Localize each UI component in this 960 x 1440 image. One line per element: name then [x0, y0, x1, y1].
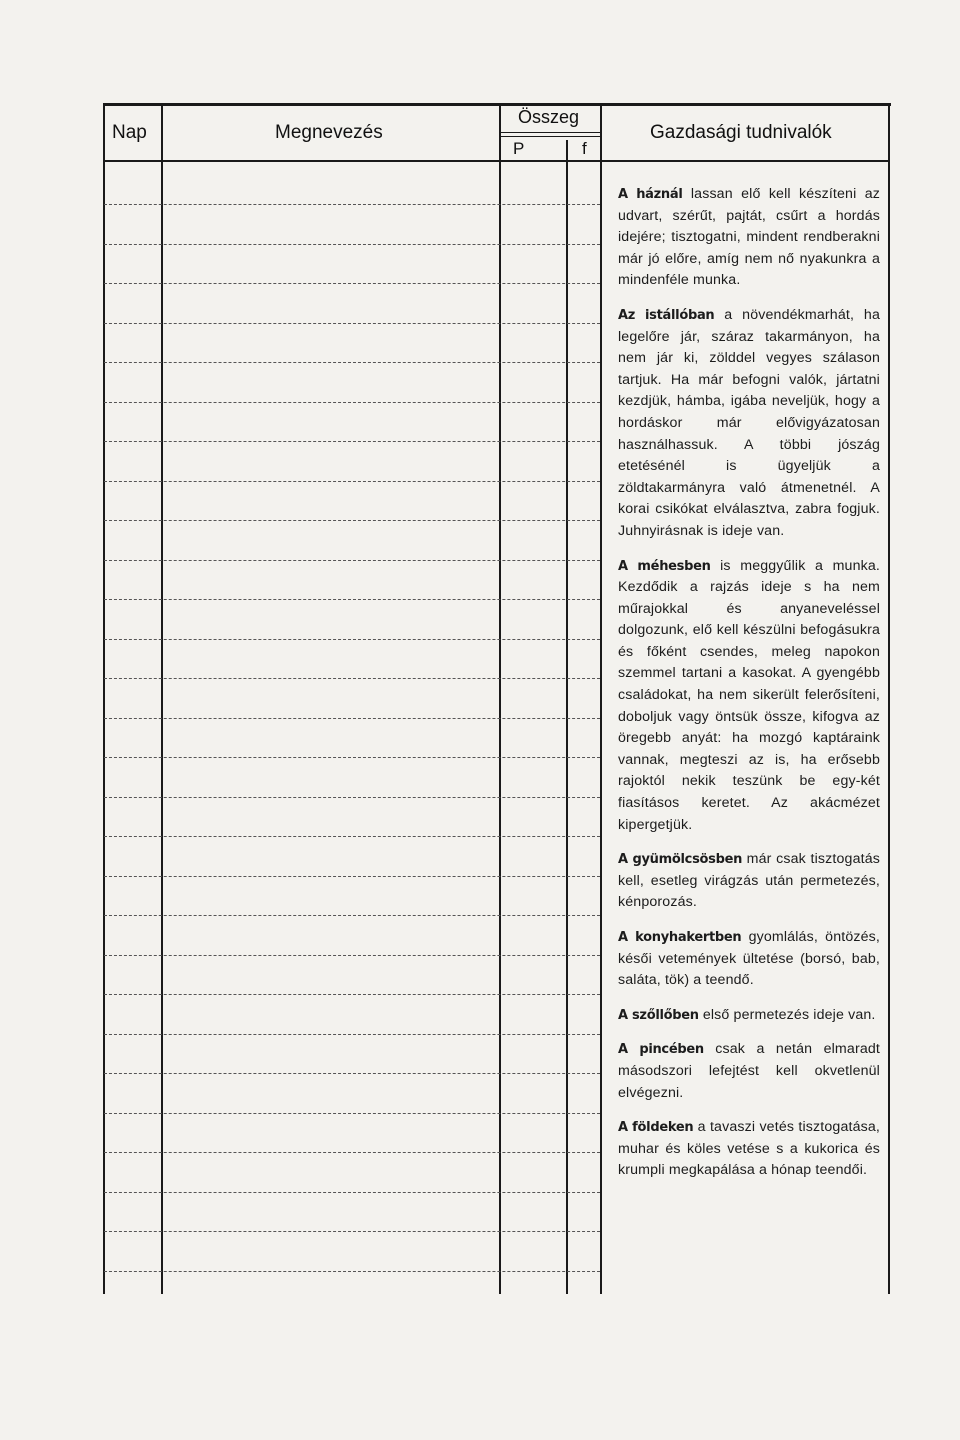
ledger-row-line	[104, 955, 600, 956]
ledger-row-line	[104, 1152, 600, 1153]
ledger-row-line	[104, 402, 600, 403]
note-body: is meggyűlik a munka. Kezdődik a rajzás ideje s ha nem műrajokkal és anyaneveléssel dolgozunk, elő kell készülni befogásukra és főként csendes, meleg napokon szemmel tartani a kasokat. A gyengébb családokat, ha nem sikerült felerősíteni, doboljuk vagy öntsük össze, kifogva az öregebb anyát: ha mozgó kaptáraink vannak, megteszi az is, ha erősebb rajoktól nekik teszünk be egy-két fiasításos keretet. Az akácmézet kipergetjük.	[618, 557, 880, 833]
header-megnevezes: Megnevezés	[275, 122, 383, 143]
ledger-row-line	[104, 915, 600, 916]
pengo-filler-divider	[566, 140, 568, 1294]
note-paragraph	[618, 1039, 880, 1104]
ledger-row-line	[104, 481, 600, 482]
note-lead: A szőllőben	[618, 1007, 699, 1023]
note-lead: A háznál	[618, 187, 683, 202]
ledger-row-line	[104, 441, 600, 442]
ledger-row-line	[104, 678, 600, 679]
note-paragraph	[618, 556, 880, 837]
header-tudnivalok: Gazdasági tudnivalók	[650, 122, 832, 143]
note-lead: A konyhakertben	[618, 930, 742, 945]
ledger-row-line	[104, 797, 600, 798]
note-body: már csak tisztogatás kell, esetleg virágzás után permetezés, kénporozás.	[618, 851, 880, 911]
ledger-row-line	[104, 757, 600, 758]
ledger-row-line	[104, 283, 600, 284]
note-body: csak a netán elmaradt másodszori lefejtést kell okvetlenül elvégezni.	[618, 1041, 880, 1101]
right-border	[888, 104, 890, 1294]
header-nap: Nap	[112, 122, 147, 143]
note-lead: A méhesben	[618, 558, 711, 574]
ledger-row-line	[104, 1034, 600, 1035]
note-body: lassan elő kell készíteni az udvart, szérűt, pajtát, csűrt a hordás idejére; tisztogatni, mindent rendberakni már jó előre, amíg nem nő nyakunkra a mindenféle munka.	[618, 186, 881, 289]
ledger-row-line	[104, 323, 600, 324]
note-lead: A gyümölcsösben	[618, 852, 743, 868]
osszeg-right-divider	[600, 104, 602, 1294]
note-paragraph	[618, 927, 880, 992]
header-filler: f	[582, 139, 587, 158]
note-paragraph	[618, 849, 880, 914]
note-body: első permetezés ideje van.	[698, 1006, 876, 1023]
note-paragraph	[618, 305, 880, 543]
ledger-row-line	[104, 1192, 600, 1193]
ledger-row-line	[104, 599, 600, 600]
note-lead: Az istállóban	[618, 307, 715, 323]
osszeg-sub-border-2	[499, 136, 602, 137]
note-lead: A pincében	[618, 1042, 704, 1058]
ledger-row-line	[104, 718, 600, 719]
ledger-row-line	[104, 1231, 600, 1232]
ledger-row-line	[104, 520, 600, 521]
note-body: a növendékmarhát, ha legelőre jár, száraz takarmányon, ha nem jár ki, zölddel vegyes szálason tartjuk. Ha már befogni valók, jártatni kezdjük, hámba, igába neveljük, hogy a hordáskor már elővigyázatosan használhassuk. A többi jószág etetésénél is ügyeljük a zöldtakarmányra való átmenetnél. A korai csikókat elválasztva, zabra fogjuk. Juhnyirásnak is ideje van.	[618, 306, 880, 539]
ledger-row-line	[104, 362, 600, 363]
ledger-row-line	[104, 560, 600, 561]
note-paragraph	[618, 184, 880, 292]
ledger-row-line	[104, 204, 600, 205]
ledger-row-line	[104, 1271, 600, 1272]
ledger-row-line	[104, 639, 600, 640]
note-lead: A földeken	[618, 1120, 694, 1136]
ledger-row-line	[104, 1073, 600, 1074]
header-pengo: P	[513, 139, 525, 158]
note-body: a tavaszi vetés tisztogatása, muhar és köles vetése s a kukorica és krumpli megkapálása a hónap teendői.	[618, 1119, 880, 1179]
ledger-row-line	[104, 244, 600, 245]
ledger-row-line	[104, 876, 600, 877]
gazdasagi-tudnivalok-text	[618, 184, 880, 1195]
ledger-row-line	[104, 1113, 600, 1114]
header-osszeg: Összeg	[518, 107, 580, 127]
note-body: gyomlálás, öntözés, késői vetemények ültetése (borsó, bab, saláta, tök) a teendő.	[618, 929, 880, 989]
header-bottom-border	[103, 160, 890, 162]
ledger-row-line	[104, 836, 600, 837]
ledger-row-line	[104, 994, 600, 995]
note-paragraph	[618, 1117, 880, 1182]
note-paragraph	[618, 1005, 880, 1027]
table-top-border	[103, 103, 891, 106]
osszeg-sub-border	[499, 132, 602, 133]
